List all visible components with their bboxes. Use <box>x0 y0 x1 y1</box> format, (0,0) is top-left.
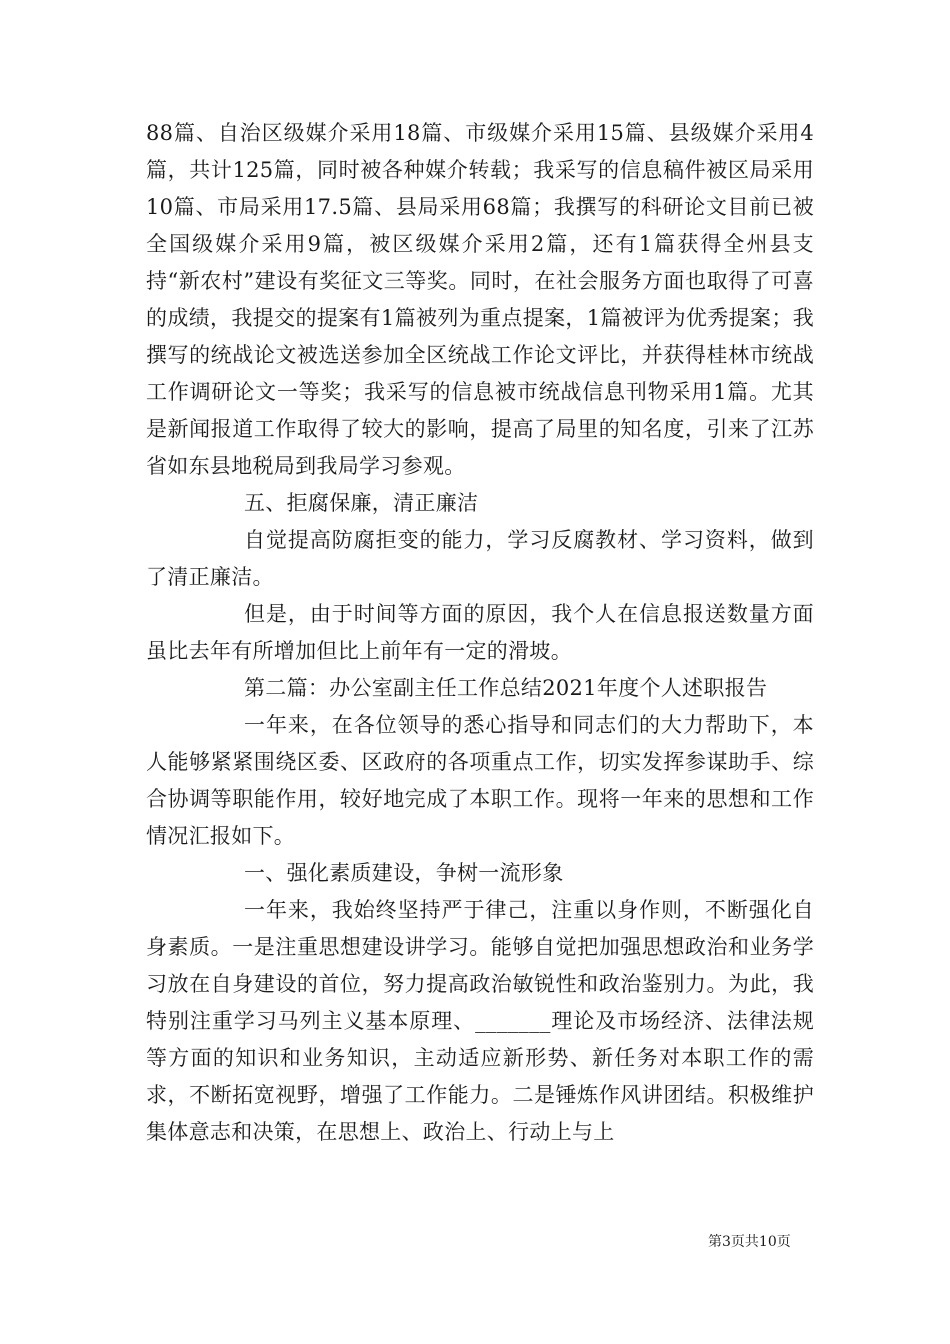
paragraph-continuation: 88篇、自治区级媒介采用18篇、市级媒介采用15篇、县级媒介采用4篇，共计125篇，同时被各种媒介转载；我采写的信息稿件被区局采用10篇、市局采用17.5篇、县局采用68篇；我撰写的科研论文目前已被全国级媒介采用9篇，被区级媒介采用2篇，还有1篇获得全州县支持“新农村”建设有奖征文三等奖。同时，在社会服务方面也取得了可喜的成绩，我提交的提案有1篇被列为重点提案，1篇被评为优秀提案；我撰写的统战论文被选送参加全区统战工作论文评比，并获得桂林市统战工作调研论文一等奖；我采写的信息被市统战信息刊物采用1篇。尤其是新闻报道工作取得了较大的影响，提高了局里的知名度，引来了江苏省如东县地税局到我局学习参观。 <box>146 121 814 478</box>
document-page <box>146 115 814 1151</box>
paragraph-shortcoming: 但是，由于时间等方面的原因，我个人在信息报送数量方面虽比去年有所增加但比上前年有一定的滑坡。 <box>146 602 814 663</box>
paragraph-intro: 一年来，在各位领导的悉心指导和同志们的大力帮助下，本人能够紧紧围绕区委、区政府的各项重点工作，切实发挥参谋助手、综合协调等职能作用，较好地完成了本职工作。现将一年来的思想和工作情况汇报如下。 <box>146 713 814 848</box>
paragraph-quality-body: 一年来，我始终坚持严于律己，注重以身作则，不断强化自身素质。一是注重思想建设讲学习。能够自觉把加强思想政治和业务学习放在自身建设的首位，努力提高政治敏锐性和政治鉴别力。为此，我特别注重学习马列主义基本原理、_______理论及市场经济、法律法规等方面的知识和业务知识，主动适应新形势、新任务对本职工作的需求，不断拓宽视野，增强了工作能力。二是锤炼作风讲团结。积极维护集体意志和决策，在思想上、政治上、行动上与上 <box>146 898 814 1144</box>
page-number: 第3页共10页 <box>708 1234 791 1250</box>
article-heading-second: 第二篇：办公室副主任工作总结2021年度个人述职报告 <box>244 676 768 700</box>
section-heading-quality: 一、强化素质建设，争树一流形象 <box>244 861 564 885</box>
section-heading-anti-corruption: 五、拒腐保廉，清正廉洁 <box>244 491 479 515</box>
paragraph-integrity: 自觉提高防腐拒变的能力，学习反腐教材、学习资料，做到了清正廉洁。 <box>146 528 814 589</box>
